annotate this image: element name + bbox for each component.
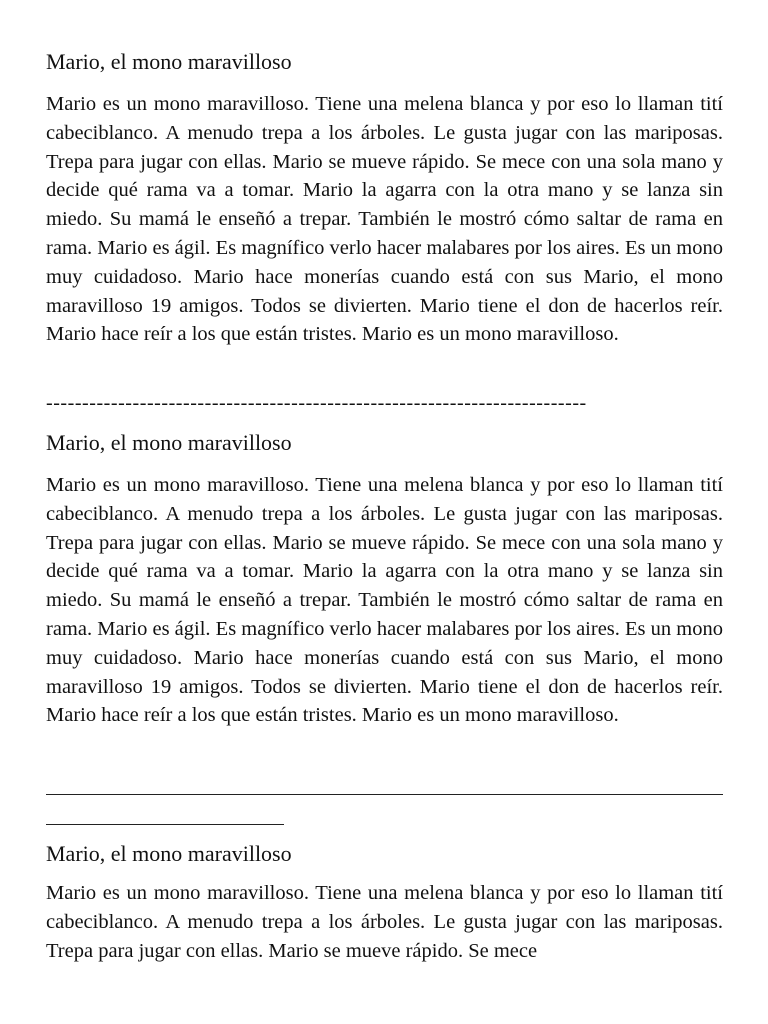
dashed-separator: --------------------------------------------------------------------------- <box>46 392 587 414</box>
section-1-title: Mario, el mono maravilloso <box>46 49 292 74</box>
section-1-paragraph: Mario es un mono maravilloso. Tiene una melena blanca y por eso lo llaman tití cabeciblanco. A menudo trepa a los árboles. Le gusta jugar con las mariposas. Trepa para jugar con ellas. Mario se mueve rápido. Se mece con una sola mano y decide qué rama va a tomar. Mario la agarra con la otra mano y se lanza sin miedo. Su mamá le enseñó a trepar. También le mostró cómo saltar de rama en rama. Mario es ágil. Es magnífico verlo hacer malabares por los aires. Es un mono muy cuidadoso. Mario hace monerías cuando está con sus Mario, el mono maravilloso 19 amigos. Todos se divierten. Mario tiene el don de hacerlos reír. Mario hace reír a los que están tristes. Mario es un mono maravilloso. <box>46 93 723 346</box>
section-2-title: Mario, el mono maravilloso <box>46 430 292 455</box>
answer-line-short <box>46 824 284 825</box>
answer-line-long <box>46 794 723 795</box>
section-3-paragraph: Mario es un mono maravilloso. Tiene una melena blanca y por eso lo llaman tití cabeciblanco. A menudo trepa a los árboles. Le gusta jugar con las mariposas. Trepa para jugar con ellas. Mario se mueve rápido. Se mece <box>46 882 723 962</box>
section-3-title: Mario, el mono maravilloso <box>46 841 292 866</box>
section-2-paragraph: Mario es un mono maravilloso. Tiene una melena blanca y por eso lo llaman tití cabeciblanco. A menudo trepa a los árboles. Le gusta jugar con las mariposas. Trepa para jugar con ellas. Mario se mueve rápido. Se mece con una sola mano y decide qué rama va a tomar. Mario la agarra con la otra mano y se lanza sin miedo. Su mamá le enseñó a trepar. También le mostró cómo saltar de rama en rama. Mario es ágil. Es magnífico verlo hacer malabares por los aires. Es un mono muy cuidadoso. Mario hace monerías cuando está con sus Mario, el mono maravilloso 19 amigos. Todos se divierten. Mario tiene el don de hacerlos reír. Mario hace reír a los que están tristes. Mario es un mono maravilloso. <box>46 474 723 727</box>
